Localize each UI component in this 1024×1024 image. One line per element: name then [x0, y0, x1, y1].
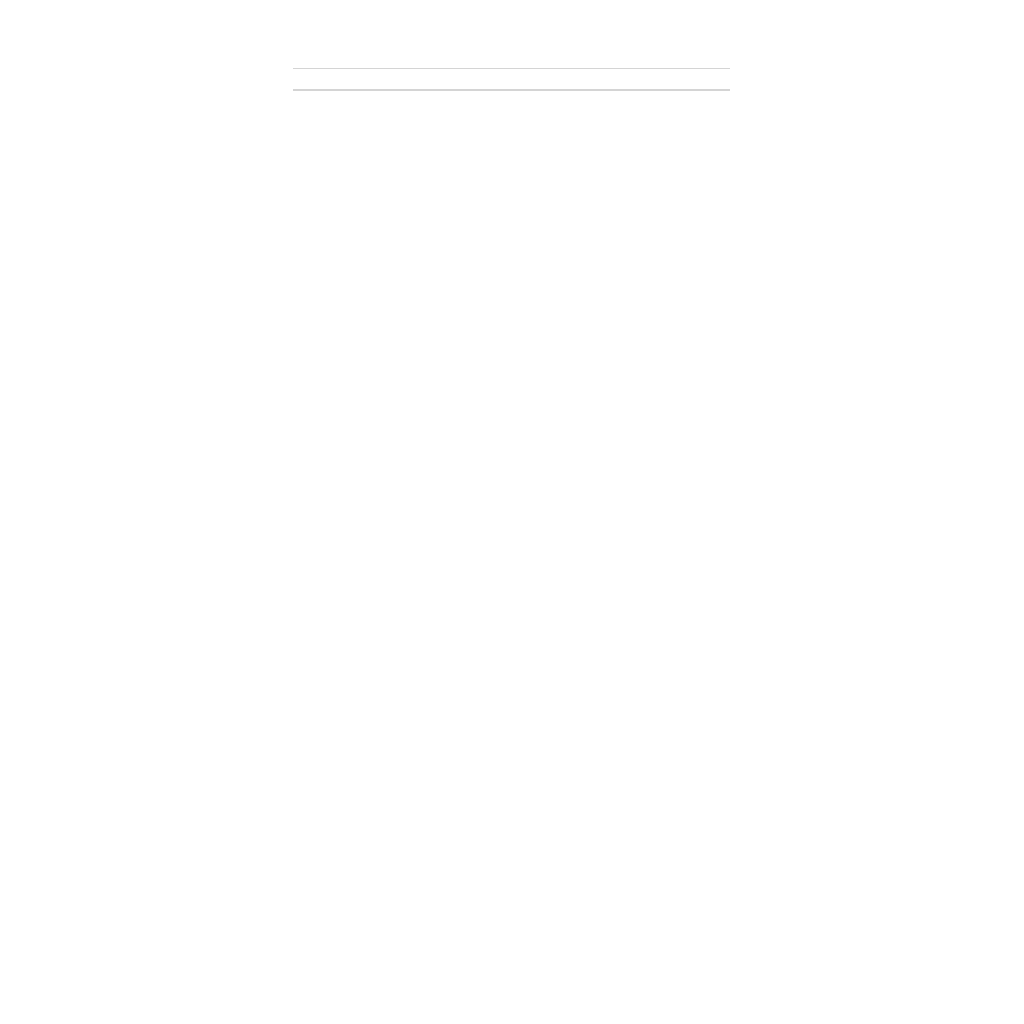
ean-row [294, 90, 730, 91]
ean-section [293, 89, 730, 91]
spec-sheet [293, 46, 730, 111]
ean-table [293, 89, 730, 91]
general-section [293, 68, 730, 69]
general-table [293, 68, 730, 69]
page-title [293, 46, 730, 68]
